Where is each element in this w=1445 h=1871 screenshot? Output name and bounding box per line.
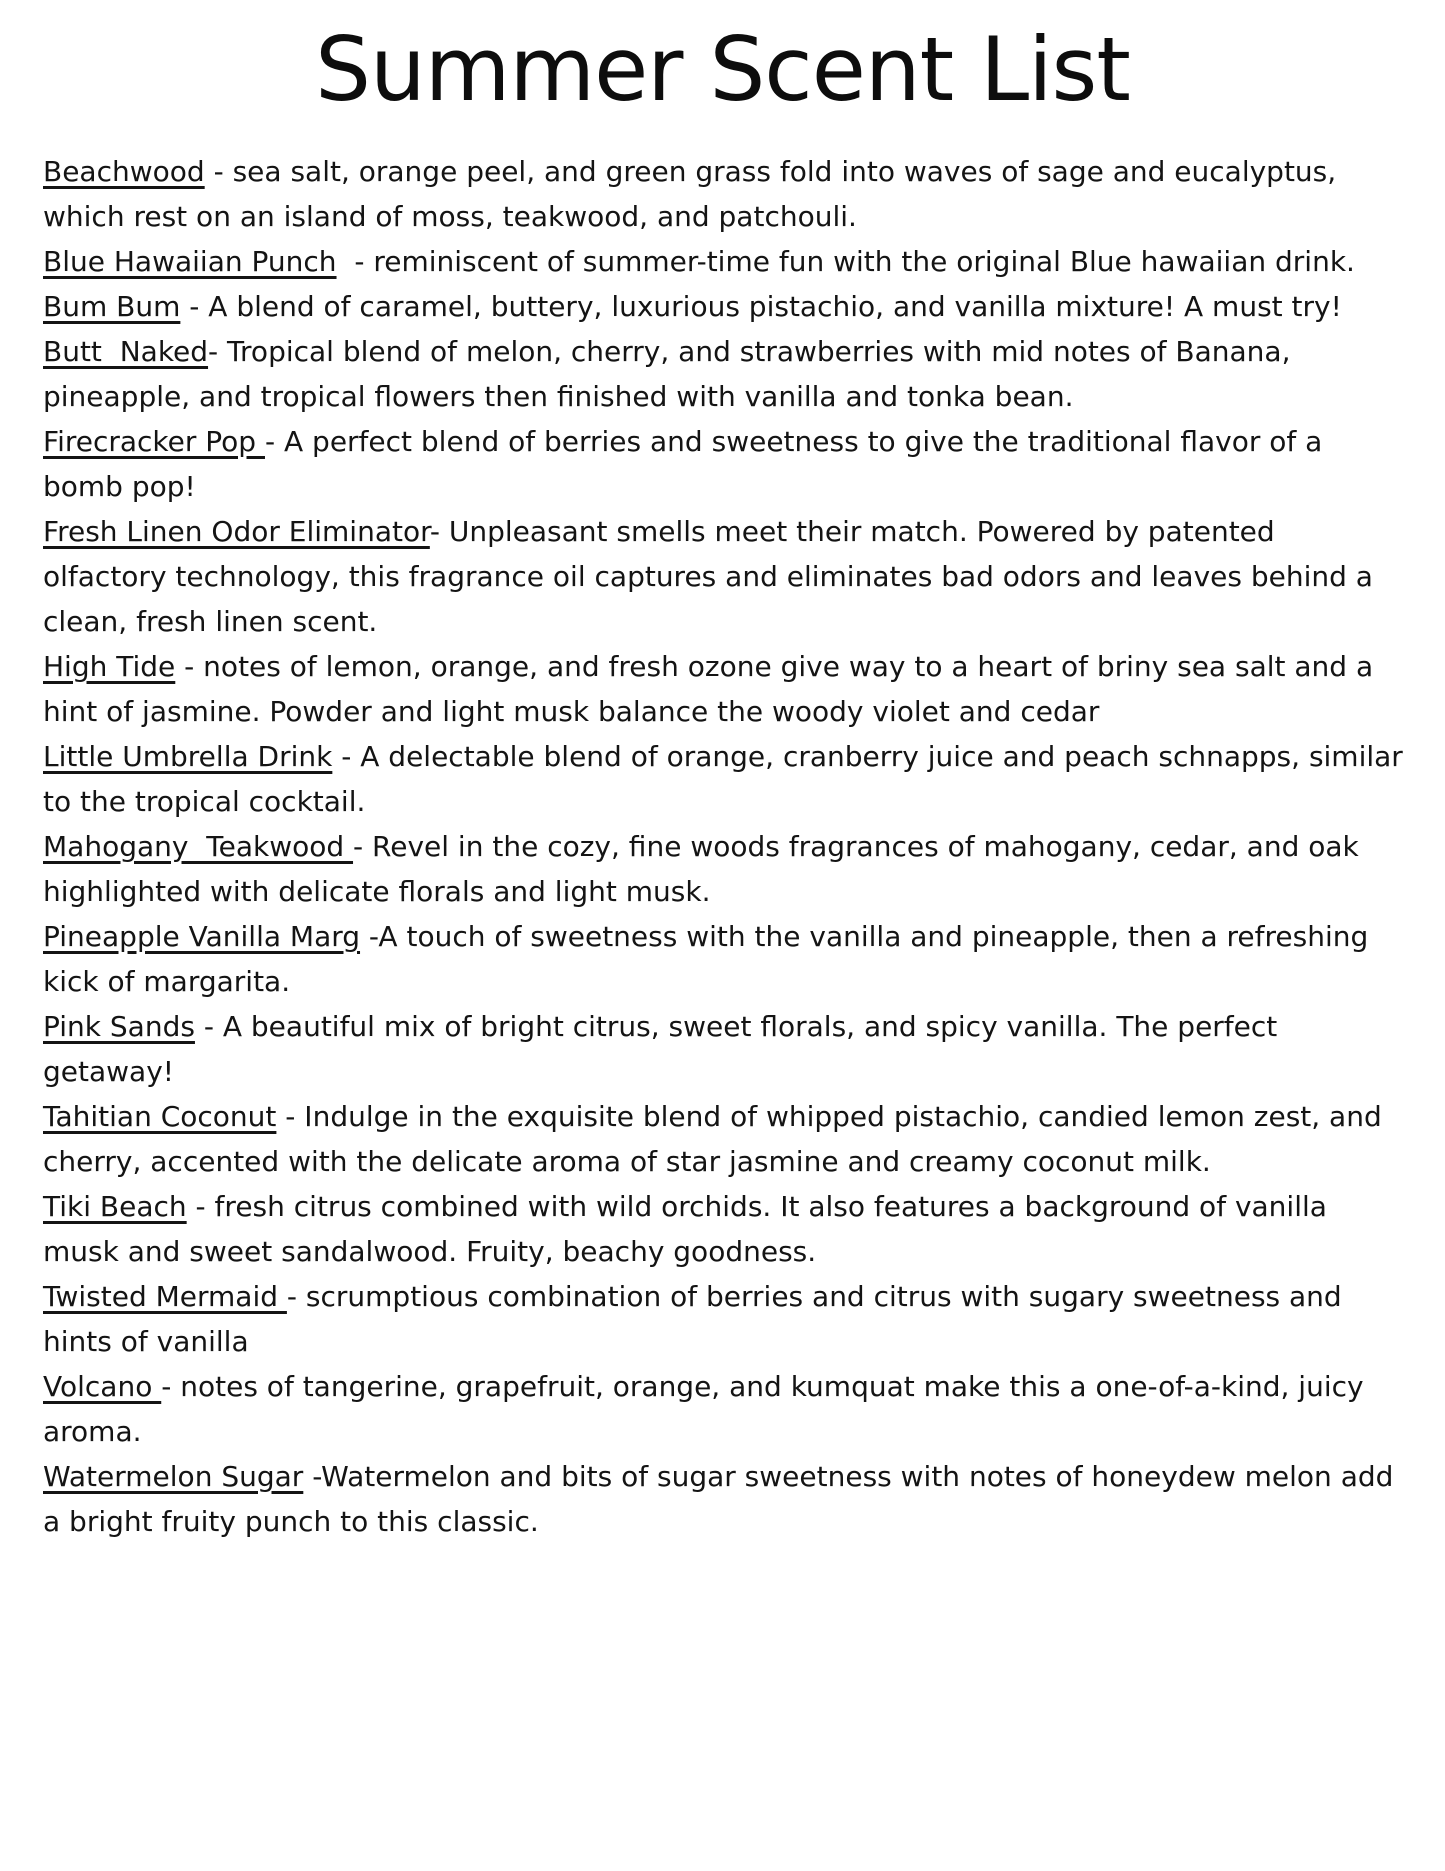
scent-description: - A beautiful mix of bright citrus, sweet florals, and spicy vanilla. The perfect getaway! [43, 1009, 1287, 1088]
scent-name: Pineapple Vanilla Marg [43, 919, 361, 953]
scent-description: - Unpleasant smells meet their match. Powered by patented olfactory technology, this fragrance oil captures and eliminates bad odors and leaves behind a clean, fresh linen scent. [43, 514, 1382, 638]
scent-name: Blue Hawaiian Punch [43, 244, 337, 278]
scent-name: Pink Sands [43, 1009, 195, 1043]
scent-name: Tiki Beach [43, 1189, 187, 1223]
list-item [43, 644, 1405, 734]
scent-description: -Watermelon and bits of sugar sweetness with notes of honeydew melon add a bright fruity punch to this classic. [43, 1459, 1403, 1538]
list-item [43, 1184, 1405, 1274]
scent-name: Volcano [43, 1369, 162, 1403]
scent-description: - Indulge in the exquisite blend of whipped pistachio, candied lemon zest, and cherry, accented with the delicate aroma of star jasmine and creamy coconut milk. [43, 1099, 1391, 1178]
scent-name: Butt Naked [43, 334, 209, 368]
list-item [43, 329, 1405, 419]
scent-name: Bum Bum [43, 289, 181, 323]
scent-name: Tahitian Coconut [43, 1099, 277, 1133]
scent-name: Beachwood [43, 154, 205, 188]
scent-description: - A delectable blend of orange, cranberry juice and peach schnapps, similar to the tropical cocktail. [43, 739, 1412, 818]
list-item [43, 1274, 1405, 1364]
list-item [43, 419, 1405, 509]
list-item [43, 1454, 1405, 1544]
scent-name: Fresh Linen Odor Eliminator [43, 514, 430, 548]
list-item [43, 284, 1405, 329]
scent-name: Firecracker Pop [43, 424, 265, 458]
scent-description: - Revel in the cozy, fine woods fragrances of mahogany, cedar, and oak highlighted with delicate florals and light musk. [43, 829, 1368, 908]
scent-name: Mahogany Teakwood [43, 829, 354, 863]
scent-description: - reminiscent of summer-time fun with the original Blue hawaiian drink. [336, 244, 1355, 278]
list-item [43, 1364, 1405, 1454]
scent-name: Watermelon Sugar [43, 1459, 304, 1493]
list-item [43, 509, 1405, 644]
scent-description: - sea salt, orange peel, and green grass fold into waves of sage and eucalyptus, which rest on an island of moss, teakwood, and patchouli. [43, 154, 1346, 233]
scent-description: - Tropical blend of melon, cherry, and strawberries with mid notes of Banana, pineapple, and tropical flowers then finished with vanilla and tonka bean. [43, 334, 1300, 413]
list-item [43, 824, 1405, 914]
list-item [43, 1094, 1405, 1184]
list-item [43, 149, 1405, 239]
list-item [43, 239, 1405, 284]
scent-name: High Tide [43, 649, 176, 683]
scent-description: - A perfect blend of berries and sweetness to give the traditional flavor of a bomb pop! [43, 424, 1332, 503]
scent-description: -A touch of sweetness with the vanilla and pineapple, then a refreshing kick of margarita. [43, 919, 1378, 998]
scent-name: Little Umbrella Drink [43, 739, 333, 773]
scent-description: - notes of tangerine, grapefruit, orange, and kumquat make this a one-of-a-kind, juicy aroma. [43, 1369, 1373, 1448]
scent-description: - A blend of caramel, buttery, luxurious pistachio, and vanilla mixture! A must try! [180, 289, 1342, 323]
scent-description: - fresh citrus combined with wild orchids. It also features a background of vanilla musk and sweet sandalwood. Fruity, beachy goodness. [43, 1189, 1336, 1268]
scent-description: - notes of lemon, orange, and fresh ozone give way to a heart of briny sea salt and a hint of jasmine. Powder and light musk balance the woody violet and cedar [43, 649, 1383, 728]
scent-description: - scrumptious combination of berries and citrus with sugary sweetness and hints of vanilla [43, 1279, 1351, 1358]
scent-name: Twisted Mermaid [43, 1279, 287, 1313]
list-item [43, 914, 1405, 1004]
list-item [43, 734, 1412, 824]
list-item [43, 1004, 1405, 1094]
page-title: Summer Scent List [315, 18, 1130, 121]
scent-list [0, 149, 1445, 1544]
